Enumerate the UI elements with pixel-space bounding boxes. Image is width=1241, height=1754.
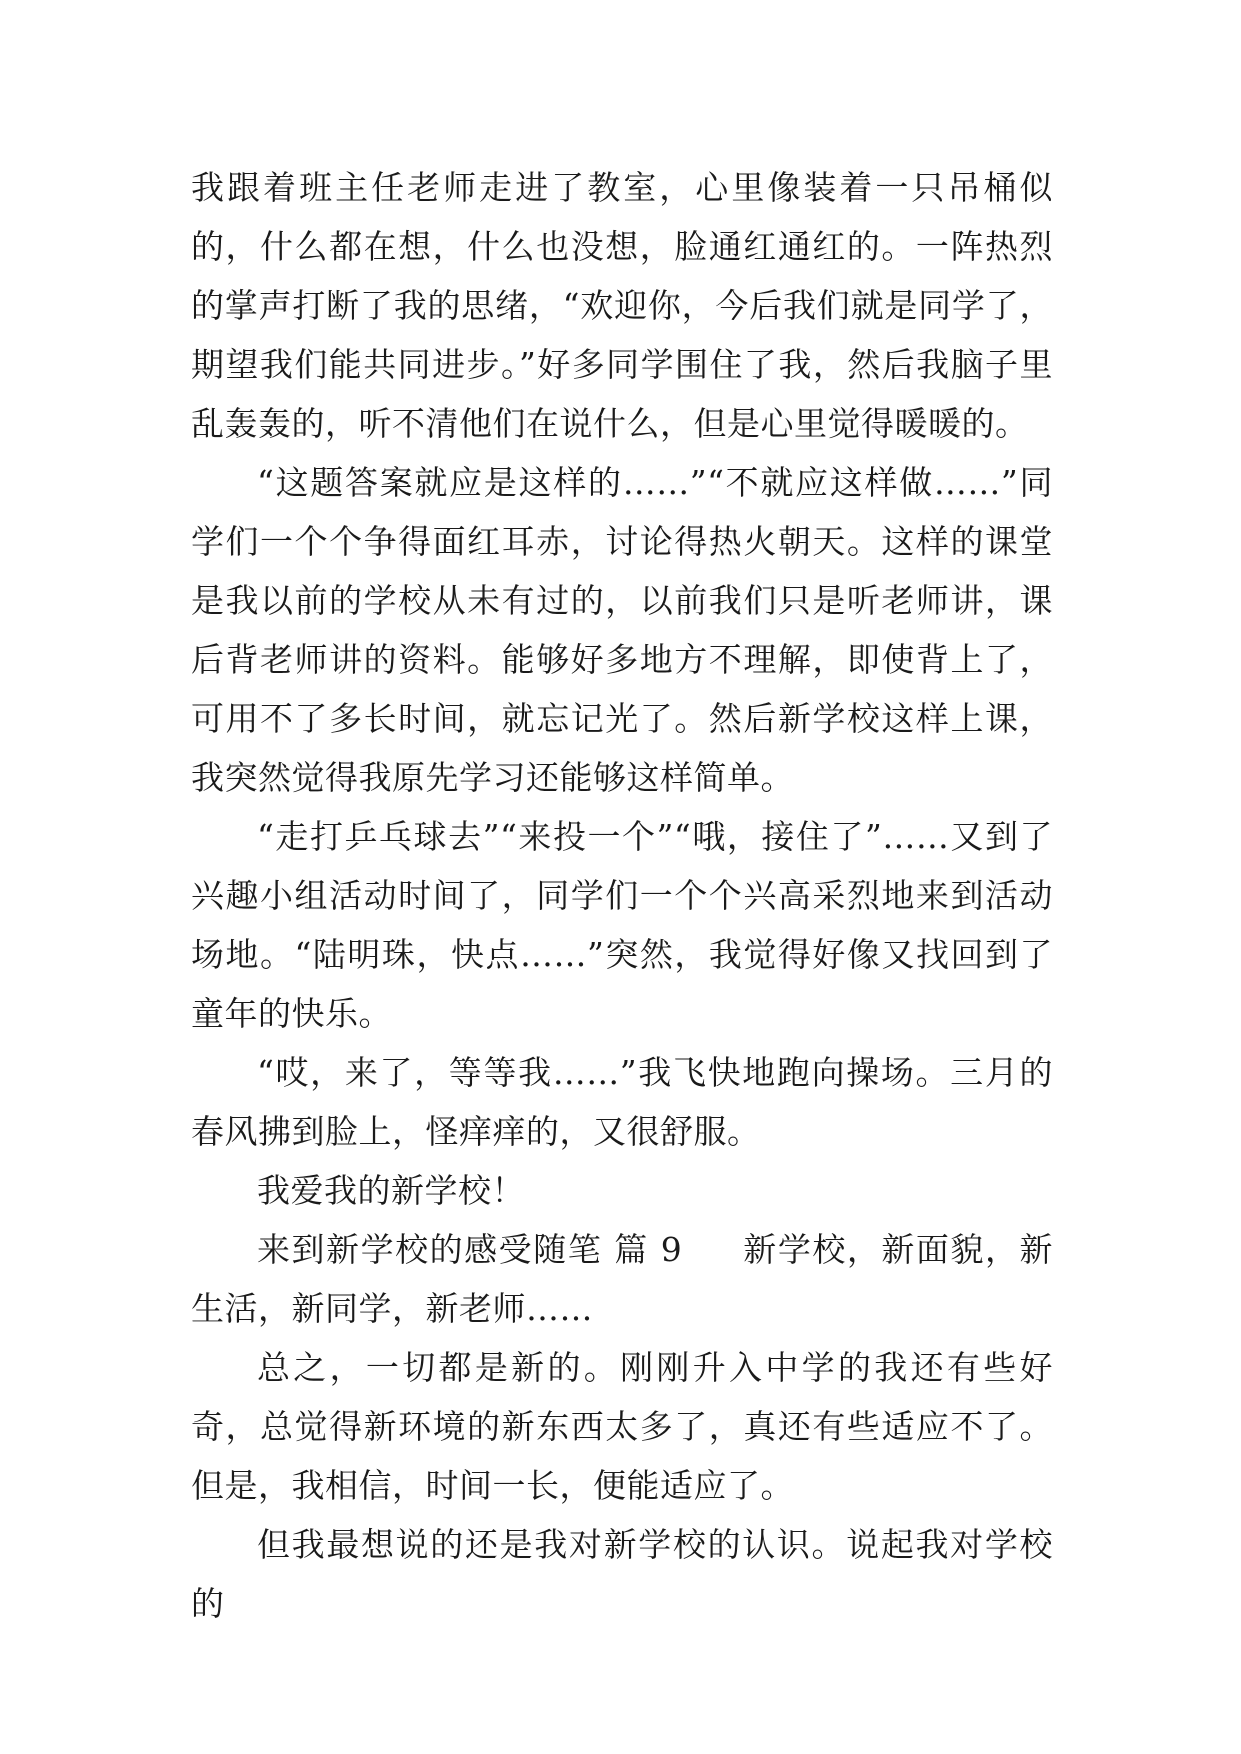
section-title: 来到新学校的感受随笔 篇 9 — [257, 1230, 683, 1269]
paragraph-1: 我跟着班主任老师走进了教室，心里像装着一只吊桶似的，什么都在想，什么也没想，脸通红通红的。一阵热烈的掌声打断了我的思绪，“欢迎你，今后我们就是同学了，期望我们能共同进步。”好多同学围住了我，然后我脑子里乱轰轰的，听不清他们在说什么，但是心里觉得暖暖的。 — [191, 168, 1053, 443]
paragraph-6: 总之，一切都是新的。刚刚升入中学的我还有些好奇，总觉得新环境的新东西太多了，真还有些适应不了。但是，我相信，时间一长，便能适应了。 — [191, 1348, 1053, 1505]
paragraph-7: 但我最想说的还是我对新学校的认识。说起我对学校的 — [191, 1525, 1053, 1623]
paragraph-2: “这题答案就应是这样的……”“不就应这样做……”同学们一个个争得面红耳赤，讨论得热火朝天。这样的课堂是我以前的学校从未有过的，以前我们只是听老师讲，课后背老师讲的资料。能够好多地方不理解，即使背上了，可用不了多长时间，就忘记光了。然后新学校这样上课，我突然觉得我原先学习还能够这样简单。 — [191, 463, 1053, 797]
section-heading-paragraph — [191, 1220, 1053, 1338]
paragraph-3: “走打乒乓球去”“来投一个”“哦，接住了”……又到了兴趣小组活动时间了，同学们一个个兴高采烈地来到活动场地。“陆明珠，快点……”突然，我觉得好像又找回到了童年的快乐。 — [191, 817, 1053, 1033]
paragraph-5: 我爱我的新学校！ — [257, 1171, 525, 1210]
body-text — [191, 158, 1053, 1633]
paragraph-4: “哎，来了，等等我……”我飞快地跑向操场。三月的春风拂到脸上，怪痒痒的，又很舒服。 — [191, 1053, 1053, 1151]
section-first-text: 新学校，新面貌，新生活，新同学，新老师…… — [191, 1230, 1053, 1328]
